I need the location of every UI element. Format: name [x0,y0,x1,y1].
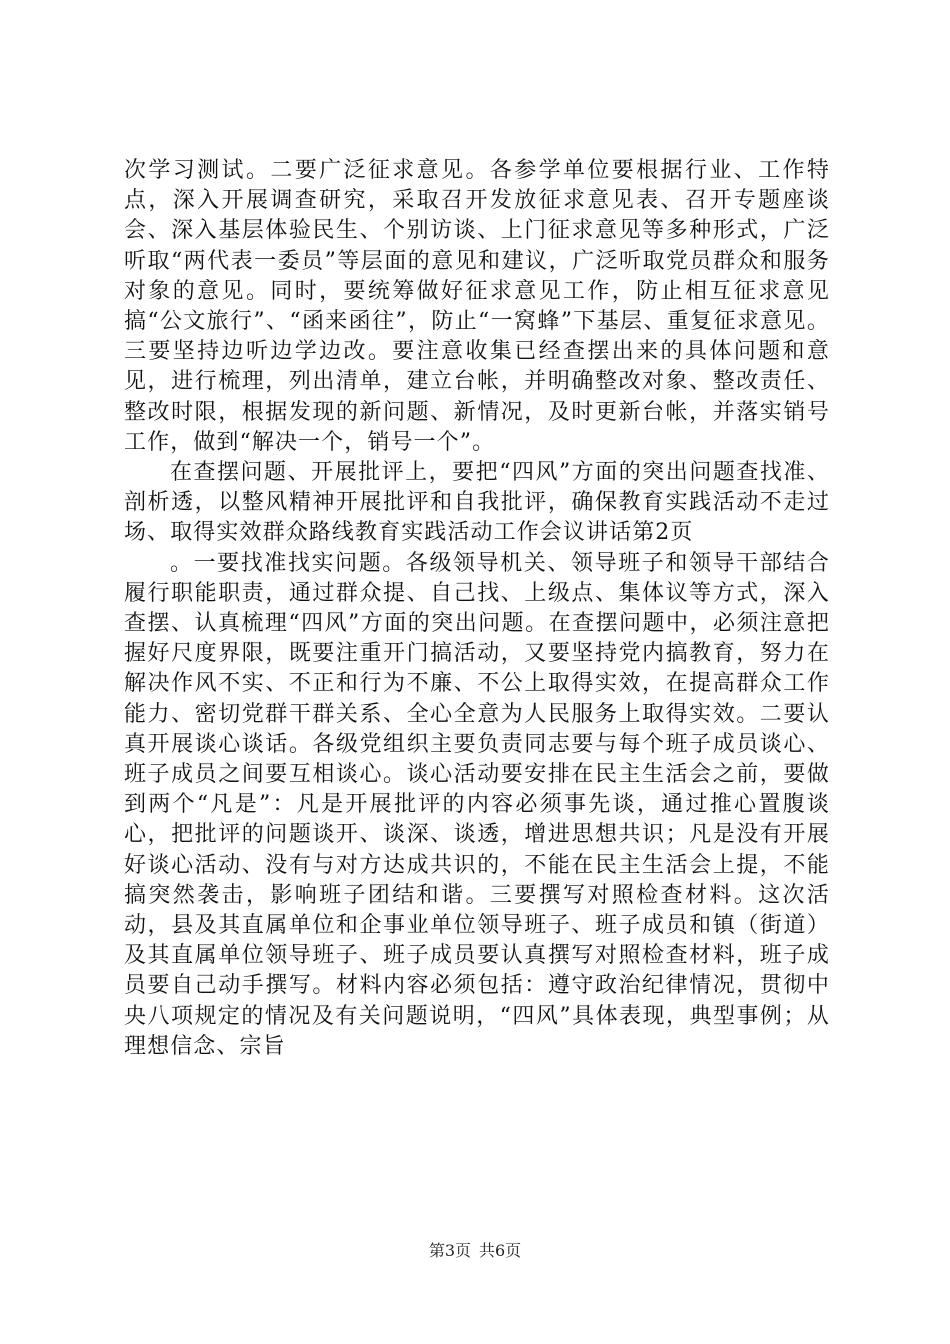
paragraph-1: 次学习测试。二要广泛征求意见。各参学单位要根据行业、工作特点，深入开展调查研究，采取召开发放征求意见表、召开专题座谈会、深入基层体验民生、个别访谈、上门征求意见等多种形式，广泛听取“两代表一委员”等层面的意见和建议，广泛听取党员群众和服务对象的意见。同时，要统筹做好征求意见工作，防止相互征求意见搞“公文旅行”、“函来函往”，防止“一窝蜂”下基层、重复征求意见。三要坚持边听边学边改。要注意收集已经查摆出来的具体问题和意见，进行梳理，列出清单，建立台帐，并明确整改对象、整改责任、整改时限，根据发现的新问题、新情况，及时更新台帐，并落实销号工作，做到“解决一个，销号一个”。 [124,158,830,455]
document-body [124,156,830,1062]
page-total: 共6页 [479,1241,522,1260]
paragraph-2: 在查摆问题、开展批评上，要把“四风”方面的突出问题查找准、剖析透，以整风精神开展批评和自我批评，确保教育实践活动不走过场、取得实效群众路线教育实践活动工作会议讲话第2页 [124,460,830,546]
paragraph-3: 。一要找准找实问题。各级领导机关、领导班子和领导干部结合履行职能职责，通过群众提、自己找、上级点、集体议等方式，深入查摆、认真梳理“四风”方面的突出问题。在查摆问题中，必须注意把握好尺度界限，既要注重开门搞活动，又要坚持党内搞教育，努力在解决作风不实、不正和行为不廉、不公上取得实效，在提高群众工作能力、密切党群干群关系、全心全意为人民服务上取得实效。二要认真开展谈心谈话。各级党组织主要负责同志要与每个班子成员谈心、班子成员之间要互相谈心。谈心活动要安排在民主生活会之前，要做到两个“凡是”：凡是开展批评的内容必须事先谈，通过推心置腹谈心，把批评的问题谈开、谈深、谈透，增进思想共识；凡是没有开展好谈心活动、没有与对方达成共识的，不能在民主生活会上提，不能搞突然袭击，影响班子团结和谐。三要撰写对照检查材料。这次活动，县及其直属单位和企事业单位领导班子、班子成员和镇（街道）及其直属单位领导班子、班子成员要认真撰写对照检查材料，班子成员要自己动手撰写。材料内容必须包括：遵守政治纪律情况，贯彻中央八项规定的情况及有关问题说明，“四风”具体表现，典型事例；从理想信念、宗旨 [124,550,830,1059]
page-number: 第3页 [428,1241,471,1260]
page-footer [0,1241,950,1261]
